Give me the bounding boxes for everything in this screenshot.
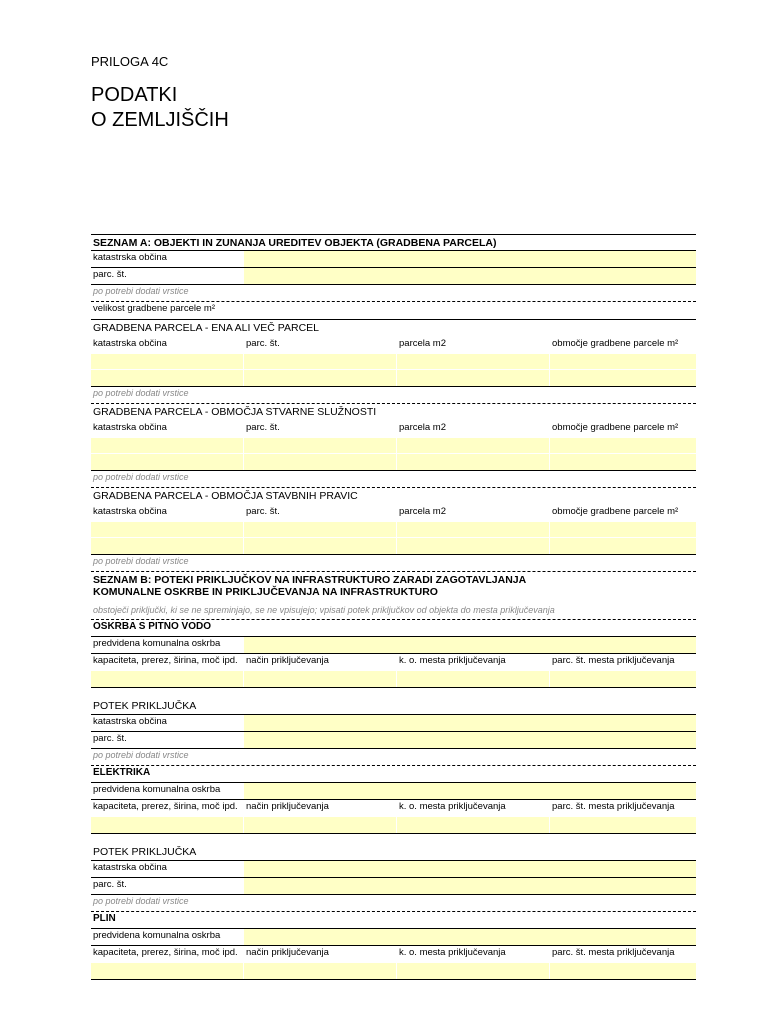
- water-supply-field[interactable]: [244, 637, 696, 653]
- title-line-1: PODATKI: [91, 84, 178, 106]
- water-supply-row: predvidena komunalna oskrba: [91, 637, 696, 654]
- list-b-header: SEZNAM B: POTEKI PRIKLJUČKOV NA INFRASTRUKTURO ZARADI ZAGOTAVLJANJA KOMUNALNE OSKRBE IN PRIKLJUČEVANJA NA INFRASTRUKTURO: [93, 574, 527, 598]
- gas-header: PLIN: [91, 912, 696, 929]
- electricity-supply-row: predvidena komunalna oskrba: [91, 783, 696, 800]
- gp3-row-1: [91, 522, 696, 538]
- gp2-row-2: [91, 454, 696, 471]
- gp3-header: GRADBENA PARCELA - OBMOČJA STAVBNIH PRAVIC: [93, 490, 358, 502]
- list-a-header: SEZNAM A: OBJEKTI IN ZUNANJA UREDITEV OBJEKTA (GRADBENA PARCELA): [91, 234, 696, 251]
- electricity-columns: kapaciteta, prerez, širina, moč ipd. način priključevanja k. o. mesta priključevanja parc. št. mesta priključevanja: [91, 800, 696, 817]
- gp2-row-1: [91, 438, 696, 454]
- water-route-header: POTEK PRIKLJUČKA: [91, 698, 696, 715]
- title-line-2: O ZEMLJIŠČIH: [91, 109, 229, 131]
- water-values-row: [91, 671, 696, 688]
- spacer: [91, 688, 696, 698]
- spacer: [91, 834, 696, 844]
- electricity-route-ko-row: katastrska občina: [91, 861, 696, 878]
- water-columns: kapaciteta, prerez, širina, moč ipd. način priključevanja k. o. mesta priključevanja parc. št. mesta priključevanja: [91, 654, 696, 671]
- gas-supply-row: predvidena komunalna oskrba: [91, 929, 696, 946]
- electricity-values-row: [91, 817, 696, 834]
- electricity-route-parc-row: parc. št.: [91, 878, 696, 895]
- gp1-note: po potrebi dodati vrstice: [91, 387, 696, 404]
- gas-columns: kapaciteta, prerez, širina, moč ipd. način priključevanja k. o. mesta priključevanja parc. št. mesta priključevanja: [91, 946, 696, 963]
- page-title: [91, 83, 229, 133]
- gp1-columns: katastrska občina parc. št. parcela m2 območje gradbene parcele m²: [91, 337, 696, 354]
- water-route-note: po potrebi dodati vrstice: [91, 749, 696, 766]
- list-a-note-row: po potrebi dodati vrstice: [91, 285, 696, 302]
- gp3-columns: katastrska občina parc. št. parcela m2 območje gradbene parcele m²: [91, 505, 696, 522]
- water-route-parc-row: parc. št.: [91, 732, 696, 749]
- list-a-size-row: velikost gradbene parcele m²: [91, 302, 696, 320]
- list-b-note: obstoječi priključki, ki se ne spreminjajo, se ne vpisujejo; vpisati potek priključkov od objekta do mesta priključevanja: [91, 604, 696, 620]
- gp2-note: po potrebi dodati vrstice: [91, 471, 696, 488]
- list-a-ko-field[interactable]: [244, 251, 696, 267]
- land-data-form: [91, 234, 696, 980]
- gp3-row-2: [91, 538, 696, 555]
- gas-values-row: [91, 963, 696, 980]
- attachment-label: PRILOGA 4C: [91, 54, 169, 69]
- electricity-route-note: po potrebi dodati vrstice: [91, 895, 696, 912]
- electricity-header: ELEKTRIKA: [91, 766, 696, 783]
- gp1-row-2: [91, 370, 696, 387]
- water-route-ko-row: katastrska občina: [91, 715, 696, 732]
- list-a-parc-field[interactable]: [244, 268, 696, 284]
- gp2-header: GRADBENA PARCELA - OBMOČJA STVARNE SLUŽNOSTI: [93, 406, 377, 418]
- list-a-parc-row: parc. št.: [91, 268, 696, 285]
- gp1-row-1: [91, 354, 696, 370]
- gp3-note: po potrebi dodati vrstice: [91, 555, 696, 572]
- gp1-header: GRADBENA PARCELA - ENA ALI VEČ PARCEL: [93, 322, 320, 334]
- list-a-ko-row: katastrska občina: [91, 251, 696, 268]
- water-header: OSKRBA S PITNO VODO: [91, 620, 696, 637]
- electricity-route-header: POTEK PRIKLJUČKA: [91, 844, 696, 861]
- gp2-columns: katastrska občina parc. št. parcela m2 območje gradbene parcele m²: [91, 421, 696, 438]
